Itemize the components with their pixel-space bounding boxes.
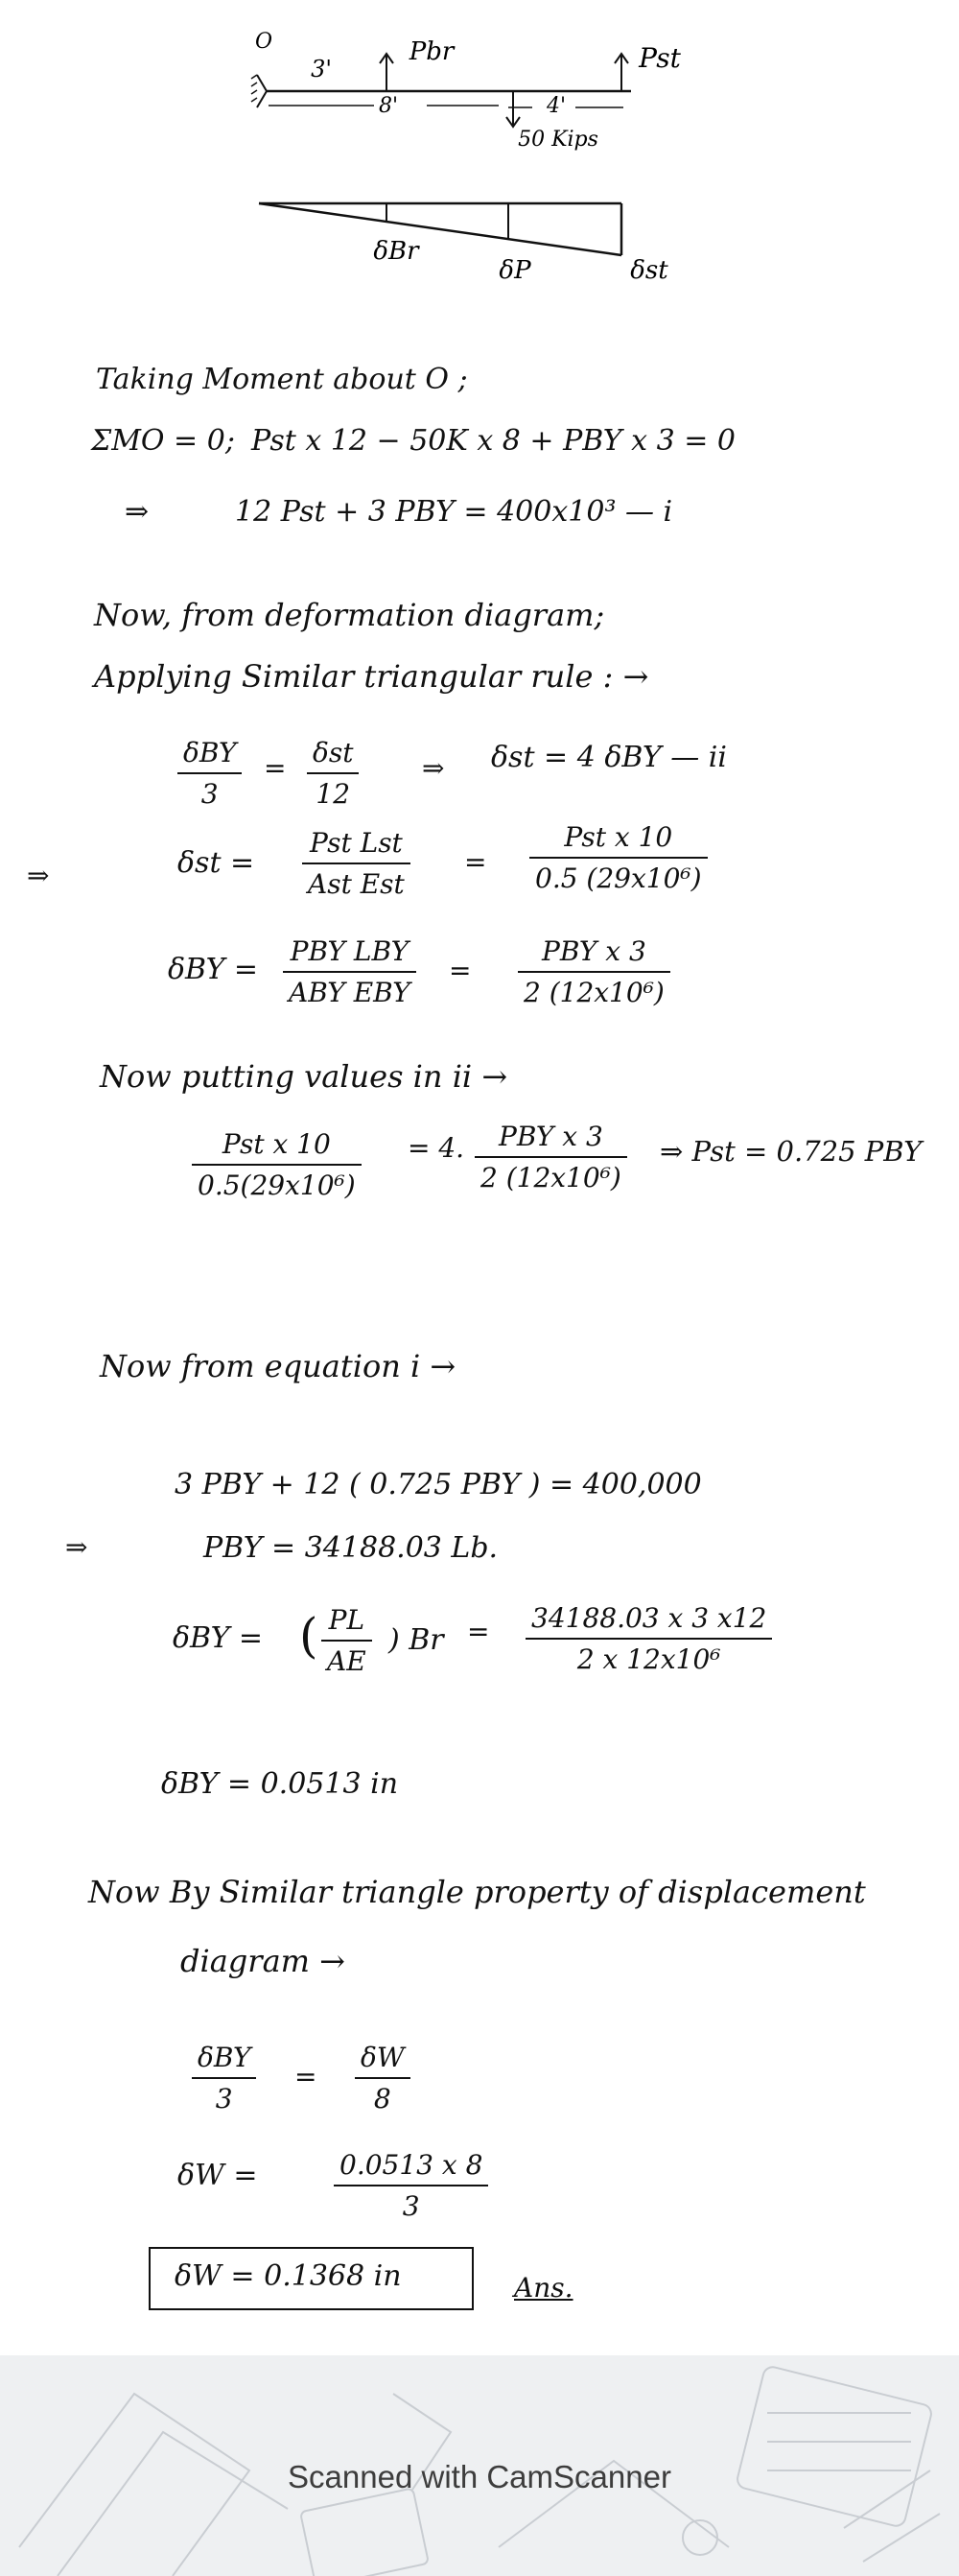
point-load-label: 50 Kips	[518, 128, 598, 152]
fraction-bar	[526, 1638, 772, 1640]
fraction-dst-over-12	[307, 737, 359, 810]
left-margin-arrow-2: ⇒	[65, 1531, 88, 1563]
fraction-denominator: AE	[327, 1645, 366, 1677]
fraction-dby-over-3	[177, 737, 242, 810]
fraction-denominator: ABY EBY	[289, 977, 410, 1008]
answer-label: Ans.	[514, 2272, 573, 2304]
fraction-pl-ae	[321, 1604, 372, 1677]
fraction-denominator: Ast Est	[308, 868, 405, 900]
fraction-bar	[355, 2077, 410, 2079]
fraction-bar	[192, 2077, 256, 2079]
equation-ii: δst = 4 δBY — ii	[491, 741, 727, 774]
deflection-br-label: δBr	[373, 237, 419, 266]
fraction-numerator: δBY	[198, 2042, 251, 2073]
fraction-numerator: δst	[313, 737, 354, 768]
deformation-diagram	[0, 192, 959, 297]
dby-result: δBY = 0.0513 in	[161, 1767, 399, 1801]
fraction-denominator: 0.5(29x10⁶)	[198, 1170, 356, 1201]
fraction-bar	[192, 1164, 362, 1166]
dby-lhs-2: δBY =	[173, 1621, 264, 1655]
final-answer: δW = 0.1368 in	[175, 2259, 402, 2293]
open-paren	[299, 1608, 318, 1664]
left-margin-arrow-1: ⇒	[27, 860, 50, 891]
pst-result: ⇒ Pst = 0.725 PBY	[660, 1135, 923, 1168]
moment-equation: Pst x 12 − 50K x 8 + PBY x 3 = 0	[251, 424, 736, 458]
deformation-heading: Now, from deformation diagram;	[94, 597, 605, 633]
fraction-pst-x10-sub	[192, 1128, 362, 1201]
fraction-denominator: 2 (12x10⁶)	[480, 1162, 621, 1193]
fraction-dw-calc	[334, 2149, 488, 2222]
fraction-denominator: 8	[373, 2083, 391, 2115]
fraction-bar	[177, 772, 242, 774]
fraction-denominator: 3	[402, 2190, 420, 2222]
equals-sign-4: =	[294, 2061, 317, 2092]
dim-8-label: 8'	[378, 94, 399, 118]
equals-sign: =	[264, 752, 287, 784]
fraction-bar	[518, 971, 670, 973]
scanner-footer	[0, 2355, 959, 2576]
scanner-footer-text: Scanned with CamScanner	[288, 2459, 671, 2494]
pivot-label: O	[254, 30, 273, 54]
load-pst-label: Pst	[639, 42, 681, 74]
fraction-numerator: PBY x 3	[542, 935, 646, 967]
substituted-equation: 3 PBY + 12 ( 0.725 PBY ) = 400,000	[175, 1468, 702, 1501]
fraction-numerator: PBY LBY	[290, 935, 409, 967]
diagram-arrow: diagram →	[180, 1943, 345, 1979]
fraction-bar	[334, 2185, 488, 2186]
fraction-bar	[529, 857, 708, 859]
fraction-numerator: PL	[328, 1604, 365, 1636]
dw-lhs: δW =	[177, 2159, 258, 2192]
dim-4-label: 4'	[546, 94, 567, 118]
fraction-pby-lby	[283, 935, 416, 1008]
fraction-bar	[307, 772, 359, 774]
pby-value: PBY = 34188.03 Lb.	[203, 1531, 499, 1565]
fraction-bar	[283, 971, 416, 973]
fraction-denominator: 3	[215, 2083, 233, 2115]
fraction-denominator: 3	[200, 778, 219, 810]
similar-triangle-heading: Applying Similar triangular rule : →	[94, 658, 649, 695]
fraction-numerator: δBY	[183, 737, 237, 768]
similar-property-heading: Now By Similar triangle property of displacement	[88, 1874, 866, 1910]
paren-suffix: ) Br	[388, 1623, 444, 1657]
fraction-numerator: PBY x 3	[499, 1121, 603, 1152]
load-pbr-label: Pbr	[409, 37, 455, 66]
fraction-denominator: 2 x 12x10⁶	[576, 1643, 721, 1675]
implies-arrow-1: ⇒	[125, 495, 150, 529]
fraction-bar	[475, 1156, 627, 1158]
fraction-pby-x3	[518, 935, 670, 1008]
beam-diagram	[0, 19, 959, 201]
fraction-dby-calc	[526, 1602, 772, 1675]
fraction-denominator: 2 (12x10⁶)	[524, 977, 665, 1008]
equals-sign-3: =	[467, 1616, 490, 1647]
dst-lhs: δst =	[177, 846, 255, 880]
fraction-numerator: 34188.03 x 3 x12	[531, 1602, 767, 1634]
fraction-dw-over-8	[355, 2042, 410, 2115]
moment-heading: Taking Moment about O ;	[96, 363, 468, 396]
moment-sum-label: ΣMO = 0;	[91, 424, 235, 458]
fraction-pst-lst	[302, 827, 410, 900]
equals-sign-2: =	[449, 955, 472, 986]
dby-lhs: δBY =	[168, 953, 259, 986]
implies-arrow-2: ⇒	[422, 752, 445, 784]
fraction-numerator: Pst x 10	[564, 821, 673, 853]
fraction-numerator: δW	[361, 2042, 405, 2073]
from-equation-heading: Now from equation i →	[100, 1348, 456, 1384]
times-four: = 4.	[408, 1132, 465, 1164]
putting-values-heading: Now putting values in ii →	[100, 1058, 508, 1095]
fraction-numerator: Pst x 10	[222, 1128, 331, 1160]
fraction-bar	[321, 1640, 372, 1642]
equation-i: 12 Pst + 3 PBY = 400x10³ — i	[235, 495, 673, 529]
deflection-st-label: δst	[630, 256, 668, 285]
fraction-bar	[302, 863, 410, 864]
fraction-denominator: 12	[316, 778, 351, 810]
equals-sign-1: =	[464, 846, 487, 878]
fraction-dby-over-3-b	[192, 2042, 256, 2115]
fraction-denominator: 0.5 (29x10⁶)	[535, 863, 702, 894]
fraction-numerator: Pst Lst	[309, 827, 403, 859]
fraction-numerator: 0.0513 x 8	[339, 2149, 483, 2181]
deflection-p-label: δP	[499, 256, 531, 285]
dim-3-label: 3'	[311, 56, 332, 83]
fraction-pby-x3-sub	[475, 1121, 627, 1193]
fraction-pst-x10	[529, 821, 708, 894]
paren-left: (	[299, 1608, 318, 1664]
